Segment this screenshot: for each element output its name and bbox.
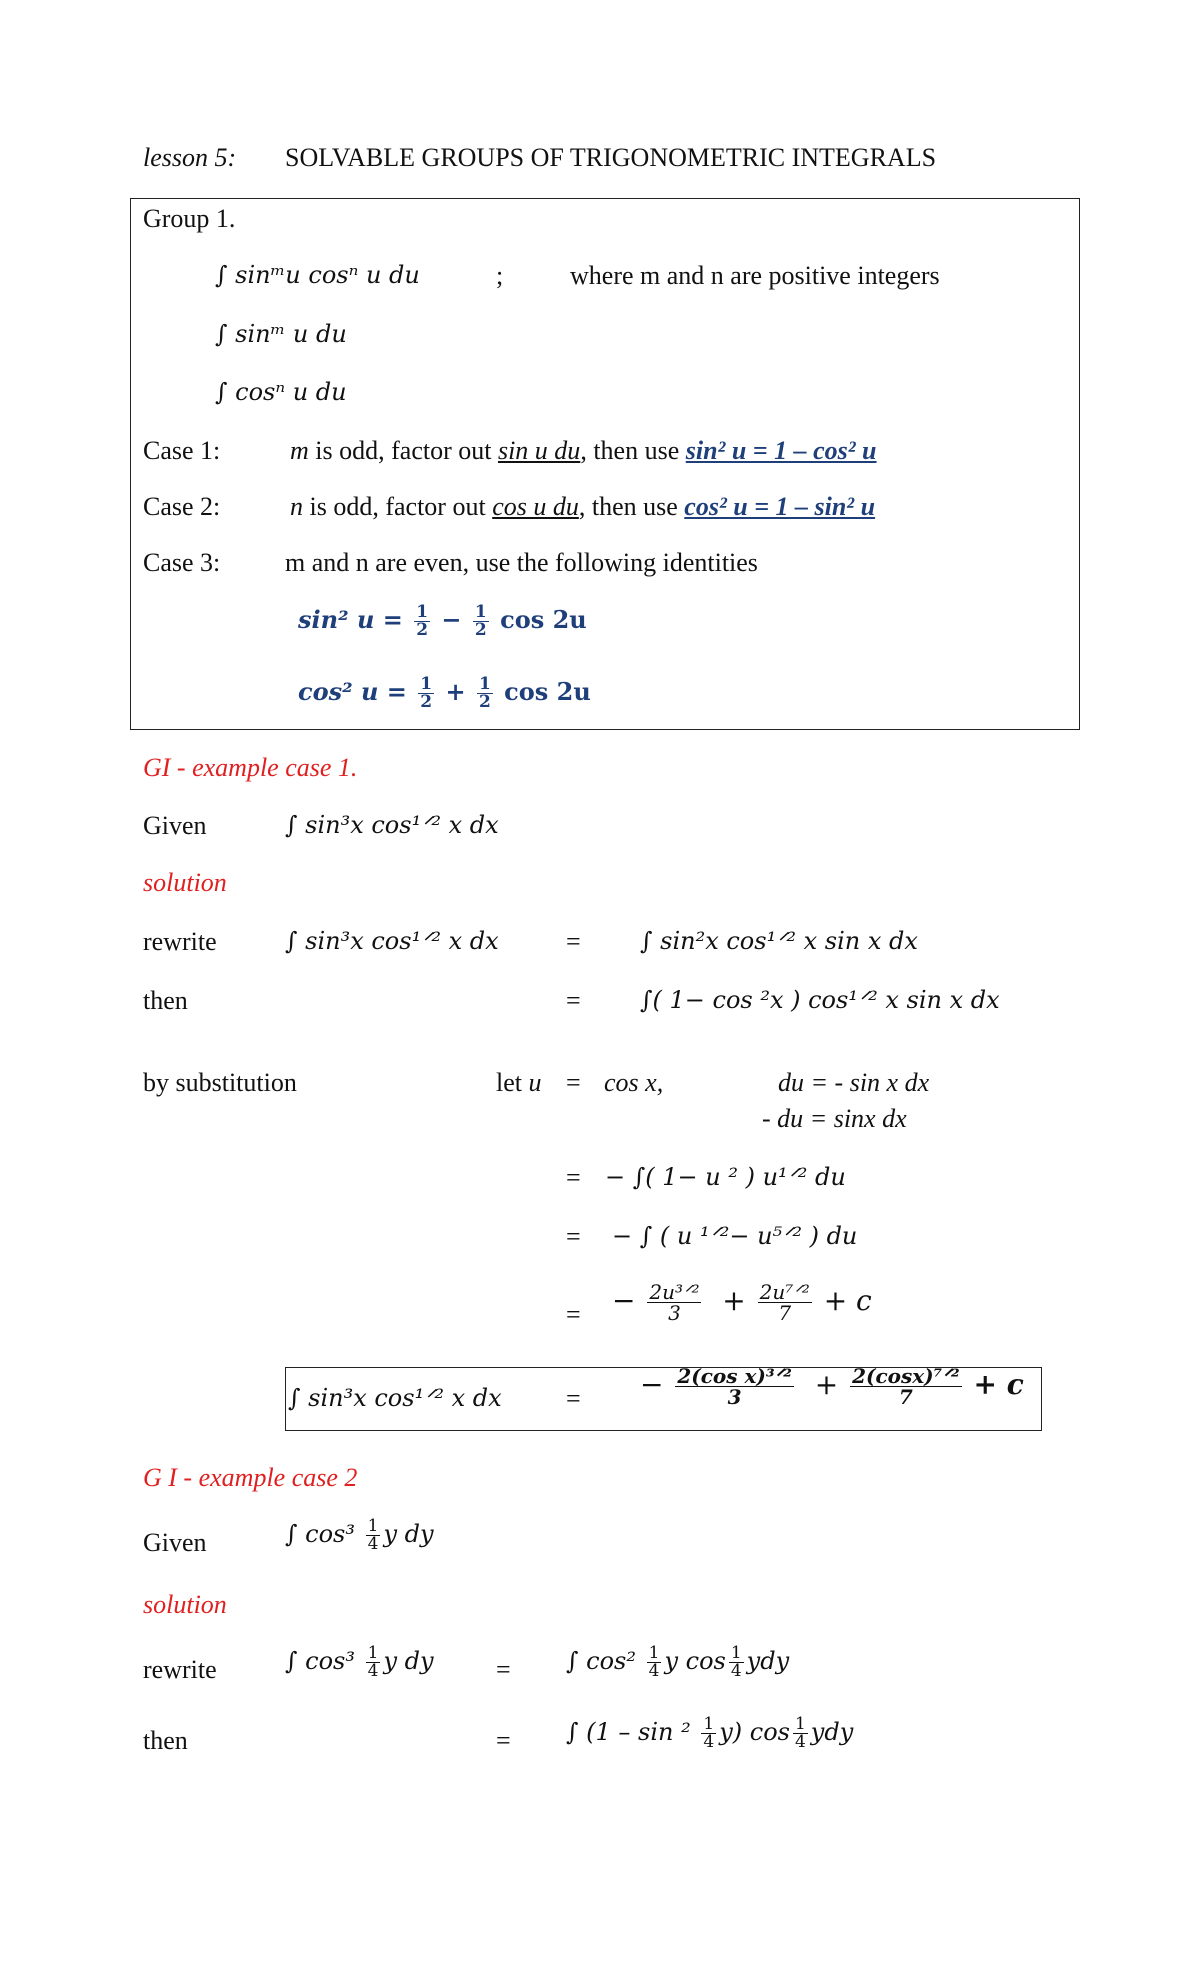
group1-label: Group 1. bbox=[143, 204, 236, 233]
identity-cos-squared: cos² u = $\frac{1}{2}$ + $\frac{1}{2}$ cos 2u bbox=[298, 674, 591, 712]
group1-where-text: where m and n are positive integers bbox=[570, 261, 940, 290]
example1-rewrite-rhs: ∫ sin²x cos¹ᐟ² x sin x dx bbox=[640, 927, 918, 955]
example1-step-1: − ∫( 1− u ² ) u¹ᐟ² du bbox=[605, 1163, 846, 1191]
example1-substitution-label: by substitution bbox=[143, 1068, 297, 1097]
example2-solution-label: solution bbox=[143, 1590, 227, 1619]
example1-du-definition: du = - sin x dx bbox=[778, 1068, 930, 1097]
example1-let: let u bbox=[496, 1068, 542, 1097]
example1-u-definition: cos x, bbox=[604, 1068, 664, 1097]
example1-given: ∫ sin³x cos¹ᐟ² x dx bbox=[285, 811, 499, 839]
case3-text: m and n are even, use the following identities bbox=[285, 548, 758, 577]
example1-then-label: then bbox=[143, 986, 188, 1015]
group1-separator: ; bbox=[496, 261, 504, 290]
example2-rewrite-lhs: ∫ cos³ $\frac{1}{4}$ y dy bbox=[285, 1643, 434, 1681]
case2-label: Case 2: bbox=[143, 492, 221, 521]
identity-sin-squared: sin² u = $\frac{1}{2}$ − $\frac{1}{2}$ cos 2u bbox=[298, 602, 587, 640]
example1-rewrite-lhs: ∫ sin³x cos¹ᐟ² x dx bbox=[285, 927, 499, 955]
example1-du-definition-2: - du = sinx dx bbox=[762, 1104, 907, 1133]
equals-sign: = bbox=[496, 1655, 511, 1684]
example1-final-rhs: − $\frac{\text{2(cos x)³ᐟ²}}{3}$ + $\frac{\text{2(cosx)⁷ᐟ²}}{7}$ + c bbox=[640, 1364, 1024, 1409]
example2-then-rhs: ∫ (1 – sin ² $\frac{1}{4}$ y) cos $\frac{1}{4}$ ydy bbox=[566, 1714, 854, 1752]
equals-sign: = bbox=[496, 1726, 511, 1755]
page-title: SOLVABLE GROUPS OF TRIGONOMETRIC INTEGRALS bbox=[285, 143, 937, 172]
example1-solution-label: solution bbox=[143, 868, 227, 897]
example1-heading: GI - example case 1. bbox=[143, 753, 358, 782]
group1-integral-1: ∫ sinᵐu cosⁿ u du bbox=[215, 261, 420, 289]
case1-text: m is odd, factor out sin u du, then use sin² u = 1 – cos² u bbox=[290, 436, 877, 465]
lesson-label: lesson 5: bbox=[143, 143, 237, 172]
example1-step-3: − $\frac{\text{2u³ᐟ²}}{3}$ + $\frac{\text{2u⁷ᐟ²}}{7}$ + c bbox=[612, 1280, 872, 1325]
group1-integral-3: ∫ cosⁿ u du bbox=[215, 378, 347, 406]
example2-heading: G I - example case 2 bbox=[143, 1463, 358, 1492]
case3-label: Case 3: bbox=[143, 548, 221, 577]
equals-sign: = bbox=[566, 1163, 581, 1192]
example1-step-2: − ∫ ( u ¹ᐟ²− u⁵ᐟ² ) du bbox=[612, 1222, 858, 1250]
equals-sign: = bbox=[566, 986, 581, 1015]
case1-label: Case 1: bbox=[143, 436, 221, 465]
example2-given: ∫ cos³ $\frac{1}{4}$ y dy bbox=[285, 1516, 434, 1554]
equals-sign: = bbox=[566, 1384, 581, 1413]
equals-sign: = bbox=[566, 1068, 581, 1097]
example2-given-label: Given bbox=[143, 1528, 207, 1557]
case2-text: n is odd, factor out cos u du, then use cos² u = 1 – sin² u bbox=[290, 492, 876, 521]
example1-final-lhs: ∫ sin³x cos¹ᐟ² x dx bbox=[288, 1384, 502, 1412]
equals-sign: = bbox=[566, 1222, 581, 1251]
example2-rewrite-rhs: ∫ cos² $\frac{1}{4}$ y cos $\frac{1}{4}$ ydy bbox=[566, 1643, 790, 1681]
example2-rewrite-label: rewrite bbox=[143, 1655, 217, 1684]
group1-integral-2: ∫ sinᵐ u du bbox=[215, 320, 347, 348]
example2-then-label: then bbox=[143, 1726, 188, 1755]
example1-then-rhs: ∫( 1− cos ²x ) cos¹ᐟ² x sin x dx bbox=[640, 986, 1000, 1014]
equals-sign: = bbox=[566, 927, 581, 956]
example1-rewrite-label: rewrite bbox=[143, 927, 217, 956]
example1-given-label: Given bbox=[143, 811, 207, 840]
equals-sign: = bbox=[566, 1300, 581, 1329]
